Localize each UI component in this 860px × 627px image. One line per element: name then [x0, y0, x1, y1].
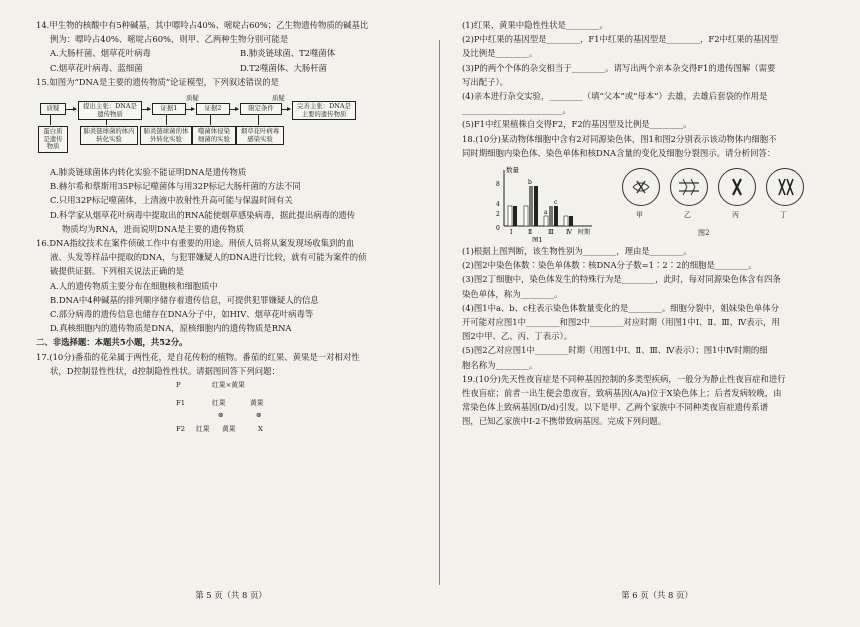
- bar-III-c: [554, 206, 558, 226]
- q17-sub1: (1)红果、黄果中隐性性状是________。: [462, 20, 608, 30]
- fig1-tick-3: Ⅲ: [548, 229, 554, 237]
- flow-vline: [166, 115, 167, 125]
- bar-II-a: [524, 206, 528, 226]
- page-5-footer: 第 5 页（共 8 页）: [195, 590, 267, 600]
- cross-f2-yellow: 黄果: [222, 425, 236, 434]
- q18-stem-line2: 同时期细胞内染色体、染色单体和核DNA含量的变化及细胞分裂图示。请分析回答：: [462, 147, 776, 158]
- cell-label-ding: 丁: [780, 211, 787, 220]
- q17-sub4-line2: ________________________。: [462, 105, 571, 116]
- q14-stem-line2: 例为：嘌呤占40%、嘧啶占60%，则甲、乙两种生物分别可能是: [50, 34, 289, 45]
- flow-top-label-1: 质疑: [186, 94, 199, 103]
- q15-option-a: A.肺炎链球菌体内转化实验不能证明DNA是遗传物质: [50, 167, 247, 178]
- cell-ding: [766, 168, 804, 206]
- q18-figures: [462, 164, 852, 244]
- bar-III-a: [544, 216, 548, 226]
- flow-node-evidence-1: 证据1: [152, 103, 186, 115]
- cross-f2-label: F2: [176, 425, 186, 434]
- fig1-tick-4: Ⅳ: [566, 229, 572, 237]
- q18-sub3-line1: (3)图2丁细胞中，染色体发生的特殊行为是________，此时，每对同源染色体含有四条: [462, 274, 781, 285]
- cross-x-label: X: [258, 425, 263, 434]
- cross-f2-red: 红果: [196, 425, 210, 434]
- q14-option-b: B.肺炎链球菌、T2噬菌体: [240, 48, 336, 59]
- flow-vline: [106, 119, 107, 125]
- cell-bing: [718, 168, 756, 206]
- fig1-legend-b: b: [528, 179, 532, 187]
- flow-box-in-vivo: 肺炎链球菌的体内转化实验: [80, 126, 138, 145]
- fig1-y2: 2: [496, 211, 500, 219]
- q15-option-d-line1: D.科学家从烟草花叶病毒中提取出的RNA能使烟草感染病毒，据此提出病毒的遗传: [50, 209, 356, 220]
- cell-jia: [622, 168, 660, 206]
- page-5-column: [36, 0, 426, 627]
- cross-f1-yellow: 黄果: [250, 399, 264, 408]
- q16-stem-line2: 液、头发等样品中提取的DNA，与犯罪嫌疑人的DNA进行比较，就有可能为案件的侦: [50, 252, 367, 263]
- q19-stem-line2: 性夜盲症；前者一出生便会患夜盲，致病基因(A/a)位于X染色体上；后者发病较晚，由: [462, 388, 782, 399]
- q19-stem-line4: 图，已知乙家族中Ⅰ-2不携带致病基因。完成下列问题。: [462, 416, 667, 427]
- flow-arrow: [66, 109, 76, 110]
- flow-node-evidence-2: 证据2: [196, 103, 230, 115]
- bar-IV-a: [564, 216, 568, 226]
- q16-option-d: D.真核细胞内的遗传物质是DNA，原核细胞内的遗传物质是RNA: [50, 323, 292, 334]
- flow-vline: [50, 115, 51, 125]
- flow-box-tmv: 烟草花叶病毒感染实验: [236, 126, 284, 145]
- q17-sub2-line1: (2)P中红果的基因型是________，F1中红果的基因型是________，F2中红果的基因型: [462, 34, 779, 45]
- flow-node-claim: 提出主张：DNA是遗传物质: [78, 101, 142, 120]
- q16-option-a: A.人的遗传物质主要分布在细胞核和细胞质中: [50, 280, 218, 291]
- page-6-column: [462, 0, 852, 627]
- q18-sub2: (2)图2中染色体数∶染色单体数∶核DNA分子数=1∶2∶2的细胞是________。: [462, 260, 757, 271]
- q19-stem-line3: 常染色体上致病基因(D/d)引发。以下是甲、乙两个家族中不同种类夜盲症遗传系谱: [462, 402, 769, 413]
- cross-self-icon-2: ⊗: [256, 411, 262, 420]
- q15-option-c: C.只用32P标记噬菌体，上清液中放射性升高可能与保温时间有关: [50, 195, 293, 206]
- cross-self-icon-1: ⊗: [218, 411, 224, 420]
- fig1-tick-2: Ⅱ: [528, 229, 533, 237]
- q16-option-c: C.部分病毒的遗传信息也储存在DNA分子中，如HIV、烟草花叶病毒等: [50, 309, 314, 320]
- q18-sub4-line2: 开可能对应图1中________和图2中________对应时期（用图1中Ⅰ、Ⅱ、Ⅲ、Ⅳ表示，用: [462, 317, 780, 328]
- q18-sub4-line3: 图2中甲、乙、丙、丁表示）。: [462, 331, 573, 342]
- cross-f1-label: F1: [176, 399, 186, 408]
- bar-I-c: [513, 206, 517, 226]
- fig1-legend-a: a: [544, 209, 548, 217]
- flow-vline: [210, 115, 211, 125]
- q15-option-d-line2: 物质均为RNA，进而说明DNA是主要的遗传物质: [62, 223, 245, 234]
- fig2-caption: 图2: [698, 229, 710, 238]
- cross-parents: 红果×黄果: [212, 381, 245, 390]
- q16-stem-line3: 破提供证据。下列相关说法正确的是: [50, 266, 184, 277]
- q15-option-b: B.赫尔希和蔡斯用35P标记噬菌体与用32P标记大肠杆菌的方法不同: [50, 181, 301, 192]
- q15-stem: 15.如图为“DNA是主要的遗传物质”论证模型，下列叙述错误的是: [36, 76, 279, 87]
- q17-sub3-line2: 写出配子）。: [462, 76, 509, 87]
- fig1-tick-1: Ⅰ: [510, 229, 513, 237]
- q17-sub4-line1: (4)亲本进行杂交实验，________（填“父本”或“母本”）去雄，去雄后套袋的作用是: [462, 91, 768, 102]
- q18-sub5-line1: (5)图2乙对应图1中________时期（用图1中Ⅰ、Ⅱ、Ⅲ、Ⅳ表示）；图1中Ⅳ时期的细: [462, 345, 768, 356]
- bar-III-b: [549, 206, 553, 226]
- q14-option-c: C.烟草花叶病毒、蓝细菌: [50, 62, 143, 73]
- q18-stem-line1: 18.(10分)某动物体细胞中含有2对同源染色体，图1和图2分别表示该动物体内细胞不: [462, 133, 777, 144]
- flow-arrow: [230, 109, 238, 110]
- q18-sub5-line2: 胞名称为________。: [462, 359, 538, 370]
- flow-box-in-vitro: 肺炎链球菌的体外转化实验: [140, 126, 192, 145]
- q18-sub4-line1: (4)图1中a、b、c柱表示染色体数量变化的是________。细胞分裂中，姐妹染色单体分: [462, 302, 779, 313]
- fig1-y8: 8: [496, 181, 500, 189]
- fig1-ylabel: 数量: [506, 166, 519, 175]
- flow-box-phage: 噬菌体侵染细菌的实验: [192, 126, 236, 145]
- flow-node-refined-claim: 完善主张：DNA是主要的遗传物质: [292, 101, 356, 120]
- flow-box-protein: 蛋白质是遗传物质: [38, 126, 68, 153]
- flow-vline: [258, 115, 259, 125]
- q19-stem-line1: 19.(10分)先天性夜盲症是不同种基因控制的多类型疾病，一般分为静止性夜盲症和进行: [462, 373, 786, 384]
- fig1-caption: 图1: [532, 236, 543, 243]
- bar-IV-c: [569, 216, 573, 226]
- flow-node-doubt: 质疑: [40, 103, 66, 115]
- fig1-y0: 0: [496, 225, 500, 233]
- figure-1-bar-chart: [492, 164, 602, 242]
- bar-II-c: [534, 186, 538, 226]
- q16-option-b: B.DNA中4种碱基的排列顺序储存着遗传信息，可提供犯罪嫌疑人的信息: [50, 294, 319, 305]
- q14-stem-line1: 14.甲生物的核酸中有5种碱基，其中嘌呤占40%、嘧啶占60%；乙生物遗传物质的碱基比: [36, 20, 369, 30]
- cross-f1-red: 红果: [212, 399, 226, 408]
- q16-stem-line1: 16.DNA指纹技术在案件侦破工作中有重要的用途。刑侦人员将从案发现场收集到的血: [36, 238, 355, 249]
- cell-label-bing: 丙: [732, 211, 739, 220]
- fig1-y4: 4: [496, 201, 500, 209]
- q18-sub3-line2: 染色单体，称为________。: [462, 288, 563, 299]
- q14-option-d: D.T2噬菌体、大肠杆菌: [240, 62, 327, 73]
- q15-argument-flowchart: [36, 91, 426, 161]
- cell-yi: [670, 168, 708, 206]
- fig1-legend-c: c: [554, 199, 558, 207]
- q17-sub3-line1: (3)P的两个个体的杂交相当于________。请写出两个亲本杂交得F1的遗传图解（需要: [462, 62, 776, 73]
- flow-top-label-2: 质疑: [272, 94, 285, 103]
- q17-stem-line1: 17.(10分)番茄的花朵属于两性花，是自花传粉的植物。番茄的红果、黄果是一对相对性: [36, 351, 360, 362]
- fig1-xlabel: 时期: [578, 229, 591, 237]
- cross-p-label: P: [176, 381, 181, 390]
- q18-sub1: (1)根据上图判断，该生物性别为________，理由是________。: [462, 246, 692, 257]
- q14-option-a: A.大肠杆菌、烟草花叶病毒: [50, 48, 151, 59]
- flow-node-limit: 限定条件: [240, 103, 282, 115]
- cell-label-jia: 甲: [636, 211, 643, 220]
- page-6-footer: 第 6 页（共 8 页）: [621, 590, 693, 600]
- q17-sub2-line2: 及比例是________。: [462, 48, 538, 59]
- page-divider: [439, 40, 440, 585]
- section-2-heading: 二、非选择题：本题共5小题，共52分。: [36, 337, 188, 348]
- q17-sub5: (5)F1中红果植株自交得F2，F2的基因型及比例是________。: [462, 119, 692, 130]
- cell-label-yi: 乙: [684, 211, 691, 220]
- q17-stem-line2: 状，D控制显性性状，d控制隐性性状。请据图回答下列问题：: [50, 365, 280, 376]
- bar-II-b: [529, 186, 533, 226]
- flow-arrow: [142, 109, 150, 110]
- bar-I-a: [508, 206, 512, 226]
- flow-arrow: [282, 109, 290, 110]
- flow-arrow: [186, 109, 194, 110]
- q17-cross-diagram: [36, 378, 426, 438]
